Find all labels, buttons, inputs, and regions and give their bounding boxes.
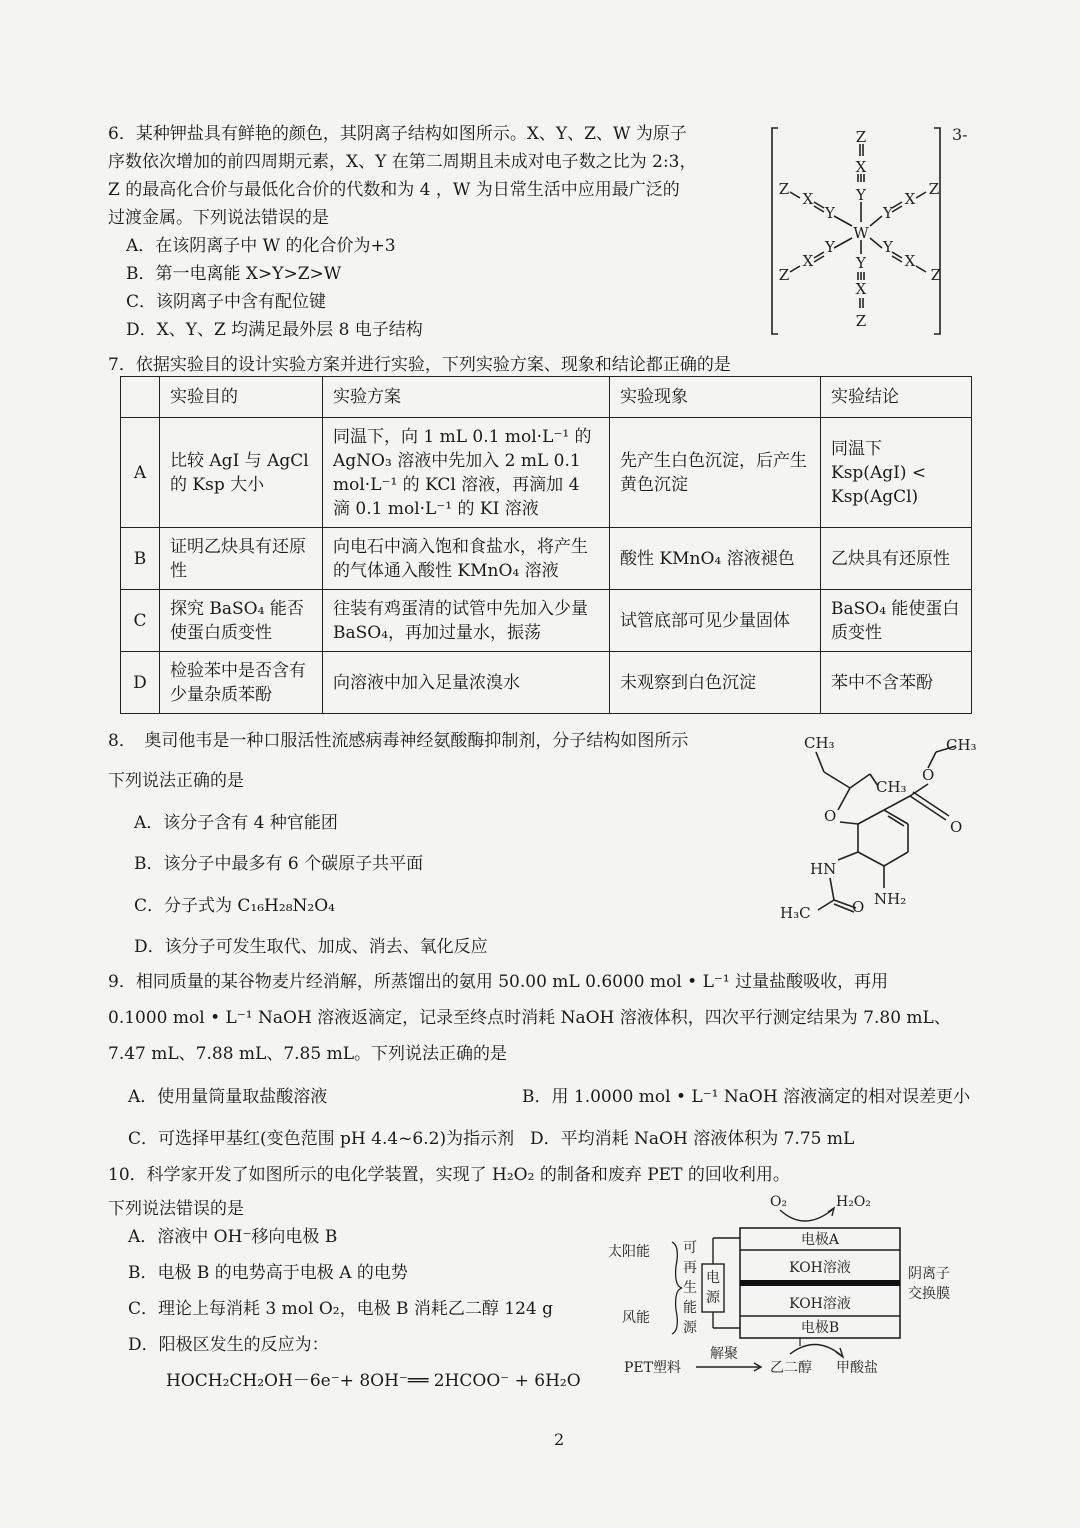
svg-text:Y: Y (883, 238, 893, 256)
power-char: 电 (706, 1270, 720, 1286)
svg-text:Z: Z (855, 312, 867, 330)
h2o2-label: H₂O₂ (836, 1194, 871, 1210)
q6-stem (108, 120, 697, 344)
ch3-label: CH₃ (876, 778, 907, 796)
membrane-label: 阴离子 (908, 1266, 950, 1282)
svg-text:W: W (853, 224, 869, 242)
table-row (121, 418, 972, 528)
renew-char: 源 (683, 1320, 697, 1336)
table-row (121, 590, 972, 652)
ch3-label: CH₃ (804, 734, 835, 752)
row-conclusion: 同温下 Ksp(AgI) < Ksp(AgCl) (821, 418, 972, 528)
row-label: D (121, 652, 160, 714)
power-char: 源 (706, 1290, 720, 1306)
row-phenomenon: 酸性 KMnO₄ 溶液褪色 (610, 528, 821, 590)
o-label: O (824, 807, 837, 825)
q9-stem (108, 964, 951, 1072)
row-conclusion: 乙炔具有还原性 (821, 528, 972, 590)
q9-option-c: C．可选择甲基红(变色范围 pH 4.4~6.2)为指示剂 (128, 1129, 515, 1149)
q9-line-3: 7.47 mL、7.88 mL、7.85 mL。下列说法正确的是 (108, 1044, 507, 1064)
renew-char: 可 (683, 1240, 697, 1256)
svg-text:Y: Y (856, 254, 866, 272)
experiment-table (120, 376, 972, 714)
wind-label: 风能 (622, 1310, 650, 1326)
svg-text:Z: Z (855, 128, 867, 146)
q6-option-b: B．第一电离能 X>Y>Z>W (126, 264, 342, 284)
q9-line-1: 9．相同质量的某谷物麦片经消解，所蒸馏出的氨用 50.00 mL 0.6000 mol • L⁻¹ 过量盐酸吸收，再用 (108, 972, 889, 992)
row-purpose: 证明乙炔具有还原性 (160, 528, 323, 590)
q6-option-c: C．该阴离子中含有配位键 (126, 292, 327, 312)
h3c-label: H₃C (780, 904, 811, 922)
row-label: A (121, 418, 160, 528)
table-header-conclusion: 实验结论 (821, 377, 972, 418)
q10-option-b: B．电极 B 的电势高于电极 A 的电势 (128, 1263, 408, 1283)
table-header-blank (121, 377, 160, 418)
row-label: B (121, 528, 160, 590)
svg-text:Y: Y (825, 204, 835, 222)
oseltamivir-structure-diagram (770, 728, 990, 928)
membrane-label: 交换膜 (908, 1286, 950, 1302)
svg-text:Y: Y (856, 186, 866, 204)
table-row (121, 652, 972, 714)
o-label: O (950, 818, 963, 836)
o-label: O (922, 766, 935, 784)
svg-text:X: X (904, 190, 916, 208)
q8-stem-2: 下列说法正确的是 (108, 771, 244, 791)
q6-line-4: 过渡金属。下列说法错误的是 (108, 208, 329, 228)
row-plan: 同温下，向 1 mL 0.1 mol·L⁻¹ 的 AgNO₃ 溶液中先加入 2 mL 0.1 mol·L⁻¹ 的 KCl 溶液，再滴加 4 滴 0.1 mol·L⁻¹ 的 KI 溶液 (323, 418, 610, 528)
hn-label: HN (810, 860, 837, 878)
pet-label: PET塑料 (624, 1360, 681, 1376)
depolymerize-label: 解聚 (710, 1346, 738, 1362)
renew-char: 再 (683, 1260, 697, 1276)
ch3-label: CH₃ (946, 736, 977, 754)
q6-line-3: Z 的最高化合价与最低化合价的代数和为 4 ，W 为日常生活中应用最广泛的 (108, 180, 680, 200)
o2-label: O₂ (770, 1194, 788, 1210)
q9-option-b: B．用 1.0000 mol • L⁻¹ NaOH 溶液滴定的相对误差更小 (522, 1087, 971, 1107)
q9-option-a: A．使用量筒量取盐酸溶液 (128, 1087, 328, 1107)
q9-option-d: D．平均消耗 NaOH 溶液体积为 7.75 mL (530, 1129, 855, 1149)
q8-option-c: C．分子式为 C₁₆H₂₈N₂O₄ (134, 896, 335, 916)
q6-option-d: D．X、Y、Z 均满足最外层 8 电子结构 (126, 320, 423, 340)
page-number: 2 (554, 1430, 565, 1449)
table-row (121, 528, 972, 590)
koh-solution-label: KOH溶液 (789, 1260, 851, 1276)
svg-text:Z: Z (928, 180, 940, 198)
electrode-b-label: 电极B (800, 1320, 840, 1336)
row-phenomenon: 试管底部可见少量固体 (610, 590, 821, 652)
svg-text:Z: Z (778, 180, 790, 198)
row-plan: 往装有鸡蛋清的试管中先加入少量 BaSO₄，再加过量水，振荡 (323, 590, 610, 652)
q6-line-1: 6．某种钾盐具有鲜艳的颜色，其阴离子结构如图所示。X、Y、Z、W 为原子 (108, 124, 687, 144)
svg-text:X: X (802, 190, 814, 208)
row-purpose: 比较 AgI 与 AgCl 的 Ksp 大小 (160, 418, 323, 528)
solar-label: 太阳能 (608, 1244, 650, 1260)
row-conclusion: BaSO₄ 能使蛋白质变性 (821, 590, 972, 652)
row-phenomenon: 未观察到白色沉淀 (610, 652, 821, 714)
svg-text:Y: Y (883, 204, 893, 222)
row-plan: 向电石中滴入饱和食盐水，将产生的气体通入酸性 KMnO₄ 溶液 (323, 528, 610, 590)
row-purpose: 探究 BaSO₄ 能否使蛋白质变性 (160, 590, 323, 652)
row-label: C (121, 590, 160, 652)
q10-stem-2: 下列说法错误的是 (108, 1199, 244, 1219)
svg-text:Z: Z (778, 266, 790, 284)
svg-text:Y: Y (825, 238, 835, 256)
renew-char: 能 (683, 1300, 697, 1316)
table-header-row (121, 377, 972, 418)
anion-structure-diagram (766, 122, 976, 338)
q8-option-a: A．该分子含有 4 种官能团 (134, 813, 338, 833)
q9-line-2: 0.1000 mol • L⁻¹ NaOH 溶液返滴定，记录至终点时消耗 NaOH 溶液体积，四次平行测定结果为 7.80 mL、 (108, 1008, 951, 1028)
row-purpose: 检验苯中是否含有少量杂质苯酚 (160, 652, 323, 714)
nh2-label: NH₂ (874, 890, 907, 908)
svg-text:X: X (904, 252, 916, 270)
q8-option-d: D．该分子可发生取代、加成、消去、氧化反应 (134, 937, 488, 957)
electrochemical-device-diagram (604, 1186, 974, 1386)
formate-label: 甲酸盐 (836, 1360, 878, 1376)
koh-solution-label: KOH溶液 (789, 1296, 851, 1312)
row-plan: 向溶液中加入足量浓溴水 (323, 652, 610, 714)
svg-text:X: X (802, 252, 814, 270)
q10-equation: HOCH₂CH₂OH－6e⁻+ 8OH⁻══ 2HCOO⁻ + 6H₂O (166, 1371, 581, 1391)
q6-option-a: A．在该阴离子中 W 的化合价为+3 (126, 236, 396, 256)
table-header-phenomenon: 实验现象 (610, 377, 821, 418)
svg-text:Z: Z (930, 266, 942, 284)
table-header-plan: 实验方案 (323, 377, 610, 418)
q7-stem: 7．依据实验目的设计实验方案并进行实验，下列实验方案、现象和结论都正确的是 (108, 355, 731, 375)
o-label: O (852, 898, 865, 916)
q10-option-d: D．阳极区发生的反应为： (128, 1335, 329, 1355)
q6-line-2: 序数依次增加的前四周期元素，X、Y 在第二周期且未成对电子数之比为 2:3， (108, 152, 697, 172)
q8-option-b: B．该分子中最多有 6 个碳原子共平面 (134, 854, 424, 874)
glycol-label: 乙二醇 (770, 1360, 812, 1376)
q8-stem: 8． 奥司他韦是一种口服活性流感病毒神经氨酸酶抑制剂，分子结构如图所示 (108, 731, 689, 751)
svg-text:X: X (855, 158, 867, 176)
table-header-purpose: 实验目的 (160, 377, 323, 418)
renew-char: 生 (683, 1280, 697, 1296)
row-phenomenon: 先产生白色沉淀，后产生黄色沉淀 (610, 418, 821, 528)
anion-charge: 3- (952, 125, 968, 144)
row-conclusion: 苯中不含苯酚 (821, 652, 972, 714)
electrode-a-label: 电极A (800, 1232, 840, 1248)
q10-option-c: C．理论上每消耗 3 mol O₂，电极 B 消耗乙二醇 124 g (128, 1299, 554, 1319)
q10-stem: 10．科学家开发了如图所示的电化学装置，实现了 H₂O₂ 的制备和废弃 PET 的回收利用。 (108, 1165, 790, 1185)
q10-option-a: A．溶液中 OH⁻移向电极 B (128, 1227, 338, 1247)
svg-text:X: X (855, 280, 867, 298)
